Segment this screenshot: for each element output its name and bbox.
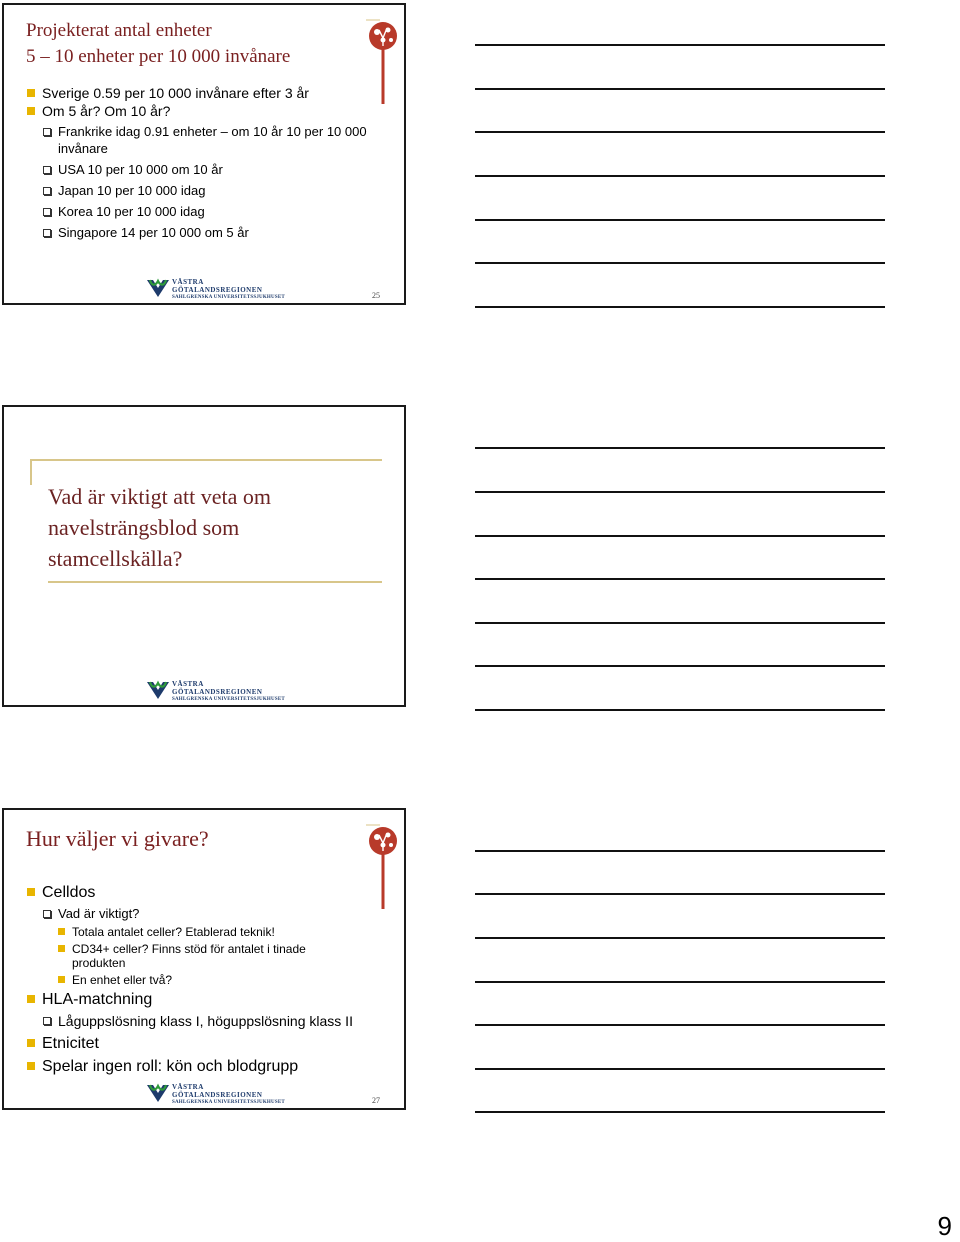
slide-26 xyxy=(2,405,406,707)
bullet-item: CD34+ celler? Finns stöd för antalet i tinade produkten xyxy=(26,942,342,970)
note-line xyxy=(475,893,885,895)
title-frame-bottom xyxy=(48,581,382,583)
title-line-2: navelsträngsblod som xyxy=(48,515,240,540)
note-line xyxy=(475,709,885,711)
vgr-mark-icon xyxy=(146,679,170,703)
note-line xyxy=(475,88,885,90)
vgr-logo xyxy=(146,1082,285,1110)
vgr-logo xyxy=(146,679,285,707)
bullet-item: Frankrike idag 0.91 enheter – om 10 år 10 per 10 000 invånare xyxy=(26,123,388,157)
title-line-2: 5 – 10 enheter per 10 000 invånare xyxy=(26,46,291,67)
bullet-item: Totala antalet celler? Etablerad teknik! xyxy=(26,925,353,939)
bullet-item: Korea 10 per 10 000 idag xyxy=(26,203,388,220)
logo-text: VÄSTRA GÖTALANDSREGIONEN SAHLGRENSKA UNIVERSITETSSJUKHUSET xyxy=(172,680,285,702)
bullet-list xyxy=(26,84,388,241)
logo-text: VÄSTRA GÖTALANDSREGIONEN SAHLGRENSKA UNIVERSITETSSJUKHUSET xyxy=(172,278,285,300)
note-line xyxy=(475,1024,885,1026)
bullet-item: Vad är viktigt? xyxy=(26,905,353,922)
bullet-item: Etnicitet xyxy=(26,1033,353,1054)
note-line xyxy=(475,535,885,537)
bullet-item: Singapore 14 per 10 000 om 5 år xyxy=(26,224,388,241)
vgr-logo xyxy=(146,277,285,305)
note-line xyxy=(475,306,885,308)
note-line xyxy=(475,44,885,46)
bullet-item: Om 5 år? Om 10 år? xyxy=(26,102,388,120)
slide-25 xyxy=(2,3,406,305)
bullet-item: En enhet eller två? xyxy=(26,973,353,987)
note-line xyxy=(475,491,885,493)
note-line xyxy=(475,1068,885,1070)
note-line xyxy=(475,937,885,939)
note-line xyxy=(475,578,885,580)
logo-text: VÄSTRA GÖTALANDSREGIONEN SAHLGRENSKA UNIVERSITETSSJUKHUSET xyxy=(172,1083,285,1105)
note-line xyxy=(475,447,885,449)
tree-logo-icon xyxy=(366,823,400,911)
bullet-item: Sverige 0.59 per 10 000 invånare efter 3 år xyxy=(26,84,388,102)
note-line xyxy=(475,262,885,264)
bullet-item: Celldos xyxy=(26,882,353,903)
title-line-1: Vad är viktigt att veta om xyxy=(48,484,271,509)
slide-number: 25 xyxy=(372,291,380,300)
note-line xyxy=(475,131,885,133)
bullet-list xyxy=(26,882,353,1077)
title-frame-left xyxy=(30,459,32,485)
title-frame-top xyxy=(30,459,382,461)
note-line xyxy=(475,175,885,177)
vgr-mark-icon xyxy=(146,277,170,301)
bullet-item: USA 10 per 10 000 om 10 år xyxy=(26,161,388,178)
bullet-item: Japan 10 per 10 000 idag xyxy=(26,182,388,199)
slide-title: Hur väljer vi givare? xyxy=(26,826,209,851)
title-line-3: stamcellskälla? xyxy=(48,546,183,571)
note-line xyxy=(475,219,885,221)
bullet-item: HLA-matchning xyxy=(26,989,353,1010)
section-title xyxy=(48,481,271,574)
note-line xyxy=(475,622,885,624)
slide-title xyxy=(26,18,290,70)
vgr-mark-icon xyxy=(146,1082,170,1106)
note-line xyxy=(475,1111,885,1113)
slide-number: 27 xyxy=(372,1096,380,1105)
title-line-1: Projekterat antal enheter xyxy=(26,20,212,41)
note-line xyxy=(475,850,885,852)
bullet-item: Låguppslösning klass I, höguppslösning klass II xyxy=(26,1012,353,1031)
slide-27 xyxy=(2,808,406,1110)
note-line xyxy=(475,665,885,667)
page-number: 9 xyxy=(937,1211,952,1241)
bullet-item: Spelar ingen roll: kön och blodgrupp xyxy=(26,1056,353,1077)
note-line xyxy=(475,981,885,983)
